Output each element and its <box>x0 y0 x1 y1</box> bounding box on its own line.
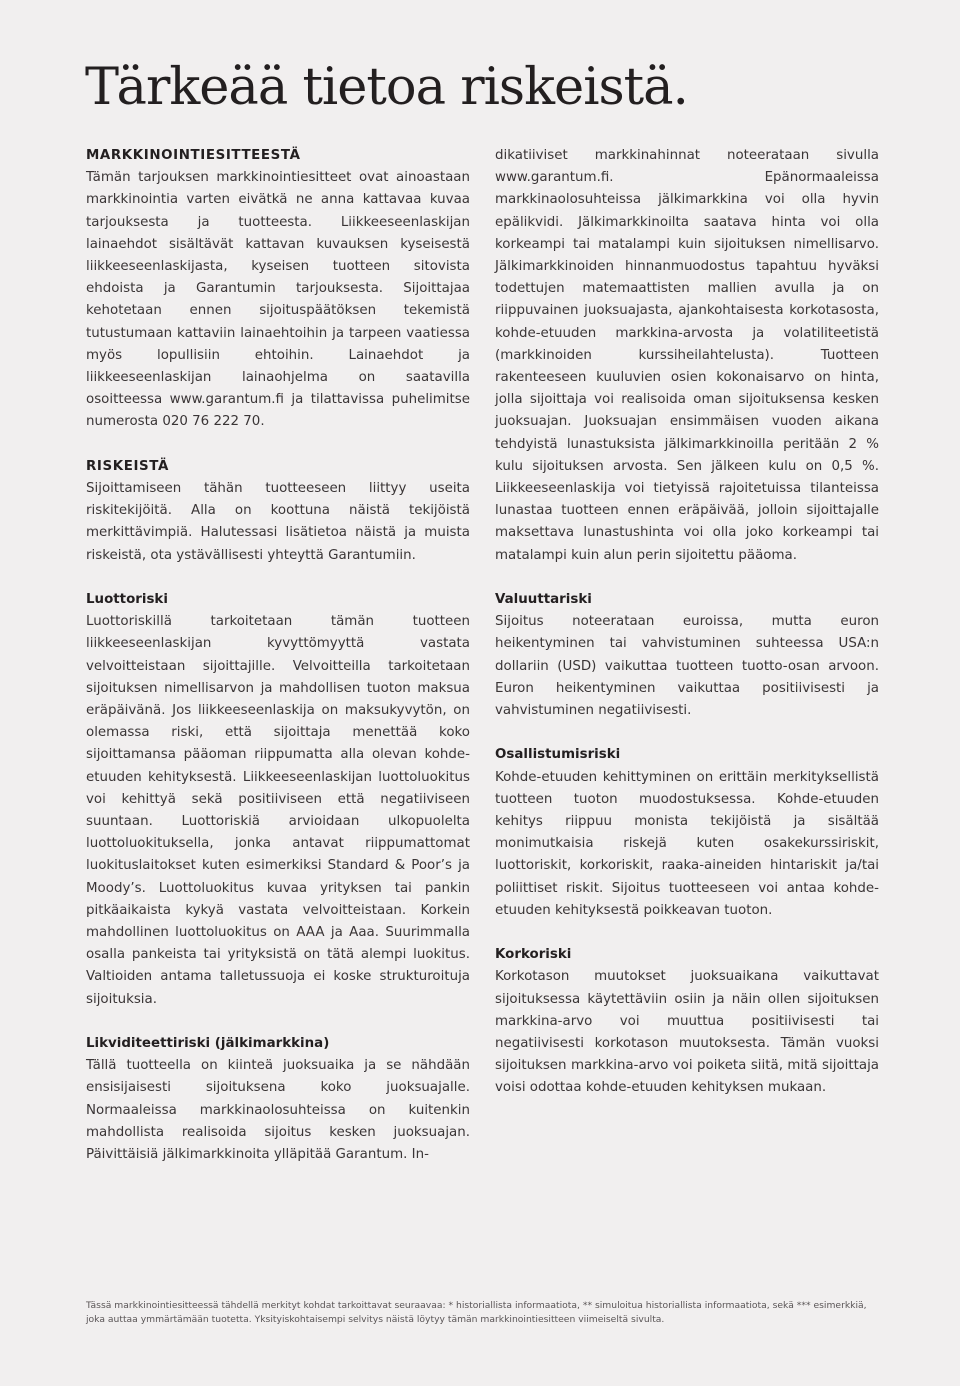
marketing-heading: MARKKINOINTIESITTEESTÄ <box>86 148 301 163</box>
page <box>2 2 958 1384</box>
interest-risk-heading: Korkoriski <box>495 947 572 963</box>
liquidity-risk-text-continued: dikatiiviset markkinahinnat noteerataan sivulla www.garantum.fi. Epänormaaleissa markkinaolosuhteissa jälkimarkkina voi olla hyvin epälikvidi. Jälkimarkkinoilta saatava hinta voi olla korkeampi tai matalampi kuin sijoituksen nimellisarvo. Jälkimarkkinoiden hinnanmuodostus tapahtuu hyväksi todettujen matemaattisten mallien avulla ja on riippuvainen juoksuajasta, ajankohtaisesta korkotasosta, kohde-etuuden markkina-arvosta ja volatiliteetistä (markkinoiden kurssiheilahtelusta). Tuotteen rakenteeseen kuuluvien osien kokonaisarvo on hinta, jolla sijoittaja voi realisoida oman sijoituksensa kesken juoksuajan. Juoksuajan ensimmäisen vuoden aikana tehdyistä lunastuksista jälkimarkkinoilla peritään 2 % kulu sijoituksen arvosta. Sen jälkeen kulu on 0,5 %. Liikkeeseenlaskija voi tietyissä rajoitetuissa tilanteissa lunastaa tuotteen ennen eräpäivää, jolloin sijoittajalle maksettava lunastushinta voi olla joko korkeampi tai matalampi kuin alun perin sijoitettu pääoma. <box>495 148 879 563</box>
marketing-text: Tämän tarjouksen markkinointiesitteet ovat ainoastaan markkinointia varten eivätkä ne anna kattavaa kuvaa tarjouksesta ja tuotteesta. Liikkeeseenlaskijan lainaehdot sisältävät kattavan kuvauksen kyseisestä liikkeeseenlaskijasta, kyseisen tuotteen sitovista ehdoista ja Garantumin tarjouksesta. Sijoittajaa kehotetaan ennen sijoituspäätöksen tekemistä tutustumaan kattaviin lainaehtoihin ja tarpeen vaatiessa myös lopullisiin ehtoihin. Lainaehdot ja liikkeeseenlaskijan lainaohjelma on saatavilla osoitteessa www.garantum.fi ja tilattavissa puhelimitse numerosta 020 76 222 70. <box>86 170 470 430</box>
page-title: Tärkeää tietoa riskeistä. <box>85 58 688 117</box>
currency-risk-text: Sijoitus noteerataan euroissa, mutta euron heikentyminen tai vahvistuminen suhteessa USA:n dollariin (USD) vaikuttaa tuotteen tuotto-osan arvoon. Euron heikentyminen vaikuttaa positiivisesti ja vahvistuminen negatiivisesti. <box>495 614 879 719</box>
right-column <box>495 145 879 1100</box>
participation-risk-text: Kohde-etuuden kehittyminen on erittäin merkityksellistä tuotteen tuoton muodostuksessa. Kohde-etuuden kehitys riippuu monista tekijöistä ja sisältää monimutkaisia riskejä kuten osakekurssiriskit, luottoriskit, korkoriskit, raaka-aineiden hintariskit ja/tai poliittiset riskit. Sijoitus tuotteeseen voi antaa kohde-etuuden kehityksestä poikkeavan tuoton. <box>495 769 879 918</box>
left-column <box>86 145 470 1166</box>
credit-risk-heading: Luottoriski <box>86 592 168 608</box>
participation-risk-heading: Osallistumisriski <box>495 747 621 763</box>
credit-risk-text: Luottoriskillä tarkoitetaan tämän tuotteen liikkeeseenlaskijan kyvyttömyyttä vastata velvoitteistaan sijoittajille. Velvoitteilla tarkoitetaan sijoituksen nimellisarvon ja mahdollisen tuoton maksua eräpäivänä. Jos liikkeeseenlaskija on maksukyvytön, on olemassa riski, että sijoittaja menettää koko sijoittamansa pääoman riippumatta alla olevan kohde-etuuden kehityksestä. Liikkeeseenlaskijan luottoluokitus voi kehittyä sekä positiiviseen että negatiiviseen suuntaan. Luottoriskiä arvioidaan ulkopuolelta luottoluokituksella, jonka antavat riippumattomat luokituslaitokset kuten esimerkiksi Standard & Poor’s ja Moody’s. Luottoluokitus kuvaa yrityksen tai pankin pitkäaikaista kykyä vastata velvoitteistaan. Korkein mahdollinen luottoluokitus on AAA ja Aaa. Suurimmalla osalla pankeista tai yrityksistä on tätä alempi luokitus. Valtioiden antama talletussuoja ei koske strukturoituja sijoituksia. <box>86 614 470 1007</box>
risks-text: Sijoittamiseen tähän tuotteeseen liittyy useita riskitekijöitä. Alla on koottuna näistä tekijöistä merkittävimpiä. Halutessasi lisätietoa näistä ja muista riskeistä, ota ystävällisesti yhteyttä Garantumiin. <box>86 481 470 563</box>
liquidity-risk-text: Tällä tuotteella on kiinteä juoksuaika ja se nähdään ensisijaisesti sijoituksena koko juoksuajalle. Normaaleissa markkinaolosuhteissa on kuitenkin mahdollista realisoida sijoitus kesken juoksuajan. Päivittäisiä jälkimarkkinoita ylläpitää Garantum. In- <box>86 1058 470 1163</box>
risks-heading: RISKEISTÄ <box>86 458 169 474</box>
interest-risk-text: Korkotason muutokset juoksuaikana vaikuttavat sijoituksessa käytettäviin osiin ja näin ollen sijoituksen markkina-arvo voi muuttua positiivisesti tai negatiivisesti korkotason muutoksesta. Tämän vuoksi sijoituksen markkina-arvo voi poiketa siitä, mitä sijoittaja voisi odottaa kohde-etuuden kehityksen mukaan. <box>495 969 879 1096</box>
currency-risk-heading: Valuuttariski <box>495 592 592 608</box>
footnote: Tässä markkinointiesitteessä tähdellä merkityt kohdat tarkoittavat seuraavaa: * historiallista informaatiota, ** simuloitua historiallista informaatiota, sekä *** esimerkkiä, joka auttaa ymmärtämään tuotetta. Yksityiskohtaisempi selvitys näistä löytyy tämän markkinointiesitteen viimeiseltä sivulta. <box>86 1300 867 1325</box>
liquidity-risk-heading: Likviditeettiriski (jälkimarkkina) <box>86 1036 330 1052</box>
